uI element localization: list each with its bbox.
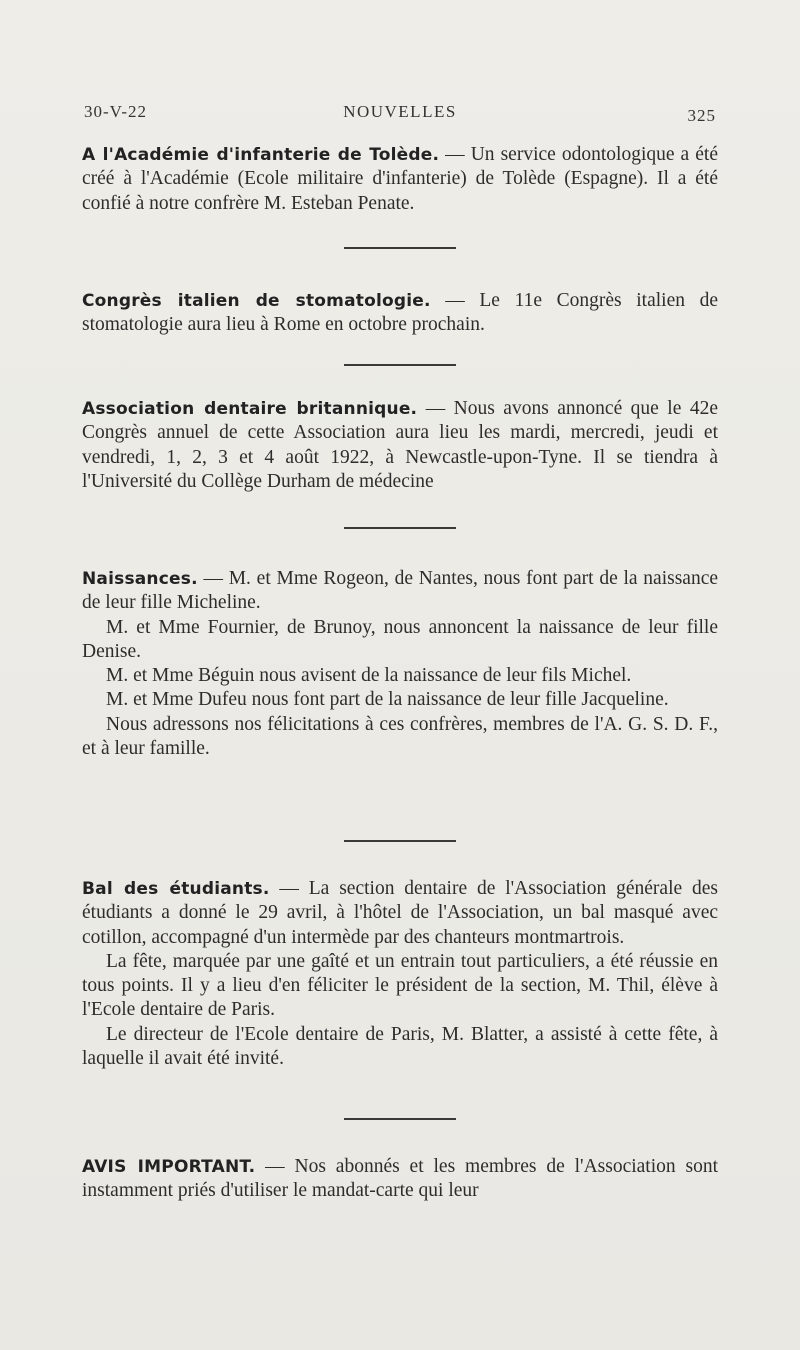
article-text: — Le 11e Congrès italien de stomatologie aura lieu à Rome en octobre prochain. xyxy=(82,290,718,336)
article-text: — Nous avons annoncé que le 42e Congrès annuel de cette Association aura lieu les mardi, mercredi, jeudi et vendredi, 1, 2, 3 et 4 août 1922, à Newcastle-upon-Tyne. Il se tiendra à l'Université du Collège Durham de médecine xyxy=(82,398,719,492)
article-paragraph xyxy=(82,143,718,216)
article-bal-etudiants xyxy=(82,877,718,1071)
article-text: — Un service odontologique a été créé à l'Académie (Ecole militaire d'infanterie) de Tolède (Espagne). Il a été confié à notre confrère M. Esteban Penate. xyxy=(82,144,718,214)
article-paragraph: Nous adressons nos félicitations à ces confrères, membres de l'A. G. S. D. F., et à leur famille. xyxy=(82,713,718,760)
article-naissances xyxy=(82,567,718,761)
article-heading: Congrès italien de stomatologie. xyxy=(82,291,431,311)
section-divider xyxy=(344,364,456,366)
article-text: — La section dentaire de l'Association générale des étudiants a donné le 29 avril, à l'hôtel de l'Association, un bal masqué avec cotillon, accompagné d'un intermède par des chanteurs montmartrois. xyxy=(82,878,719,948)
article-paragraph: M. et Mme Béguin nous avisent de la naissance de leur fils Michel. xyxy=(106,665,632,687)
article-academie-toledo xyxy=(82,143,718,216)
article-heading: Association dentaire britannique. xyxy=(82,399,418,419)
article-heading: Naissances. xyxy=(82,569,198,589)
article-paragraph xyxy=(82,289,718,338)
article-text: — Nos abonnés et les membres de l'Association sont instamment priés d'utiliser le mandat-carte qui leur xyxy=(82,1156,719,1202)
article-paragraph: La fête, marquée par une gaîté et un entrain tout particuliers, a été réussie en tous points. Il y a lieu d'en féliciter le président de la section, M. Thil, élève à l'Ecole dentaire de Paris. xyxy=(82,950,718,1021)
section-divider xyxy=(344,247,456,249)
article-association-britannique xyxy=(82,397,718,494)
article-heading: AVIS IMPORTANT. xyxy=(82,1157,256,1177)
article-paragraph xyxy=(82,397,718,494)
section-divider xyxy=(344,527,456,529)
article-paragraph xyxy=(82,877,718,950)
article-heading: Bal des étudiants. xyxy=(82,879,270,899)
page-number: 325 xyxy=(687,106,716,125)
header-section-title: NOUVELLES xyxy=(343,102,457,121)
article-heading: A l'Académie d'infanterie de Tolède. xyxy=(82,145,440,165)
article-avis-important xyxy=(82,1155,718,1204)
article-paragraph xyxy=(82,1155,718,1204)
header-date: 30-V-22 xyxy=(84,102,148,121)
article-paragraph: M. et Mme Dufeu nous font part de la naissance de leur fille Jacqueline. xyxy=(106,689,669,711)
article-paragraph: Le directeur de l'Ecole dentaire de Paris, M. Blatter, a assisté à cette fête, à laquelle il avait été invité. xyxy=(82,1023,718,1070)
section-divider xyxy=(344,1118,456,1120)
section-divider xyxy=(344,840,456,842)
article-paragraph: M. et Mme Fournier, de Brunoy, nous annoncent la naissance de leur fille Denise. xyxy=(82,616,718,662)
running-header xyxy=(84,102,716,126)
article-congres-italien xyxy=(82,289,718,338)
article-paragraph xyxy=(82,567,718,616)
article-text: — M. et Mme Rogeon, de Nantes, nous font part de la naissance de leur fille Micheline. xyxy=(82,568,718,614)
